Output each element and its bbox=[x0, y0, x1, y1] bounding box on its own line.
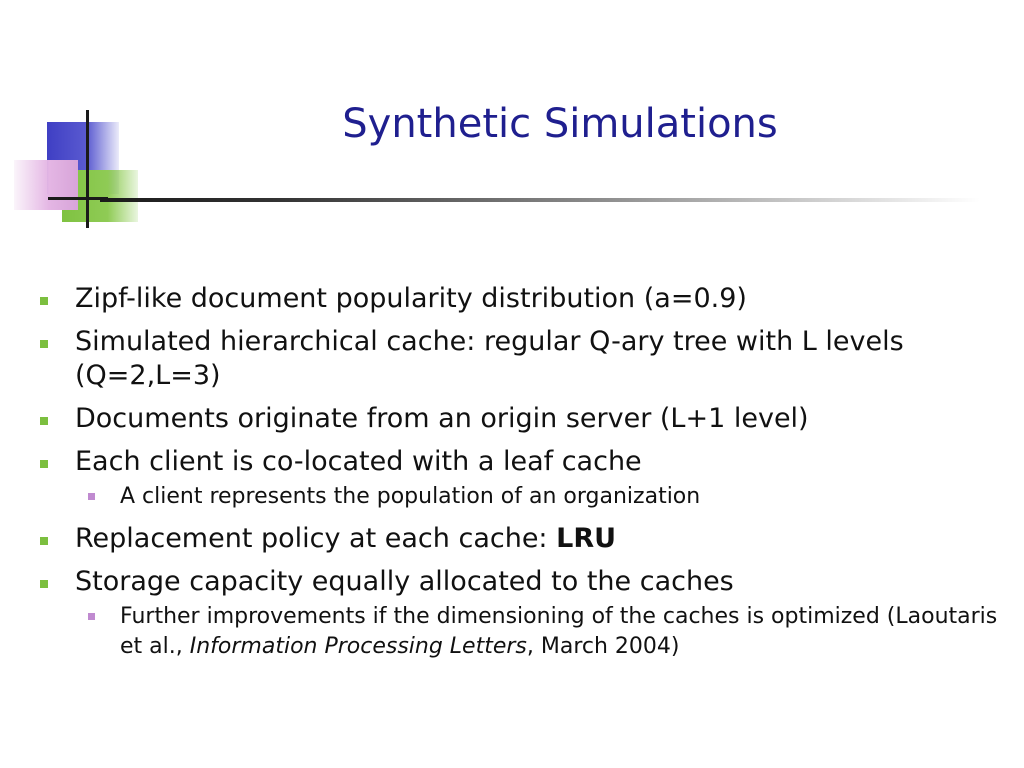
bullet-square-icon bbox=[40, 297, 48, 305]
bullet-square-icon bbox=[40, 417, 48, 425]
sub-bullet-client-population bbox=[38, 482, 1008, 512]
decor-vertical-line bbox=[86, 110, 89, 228]
journal-name: Information Processing Letters bbox=[189, 634, 527, 659]
bullet-text: Each client is co-located with a leaf cache bbox=[75, 446, 642, 477]
sub-bullet-text: Further improvements if the dimensioning of the caches is optimized (Laoutaris et al., bbox=[120, 604, 998, 659]
bullet-replacement-policy bbox=[38, 522, 1008, 556]
bullet-text: Zipf-like document popularity distribution (a=0.9) bbox=[75, 283, 747, 314]
decor-short-line bbox=[48, 197, 108, 200]
decor-pink-square bbox=[14, 160, 78, 210]
bullet-square-icon bbox=[40, 340, 48, 348]
bullet-hierarchical-cache bbox=[38, 325, 1008, 393]
bullet-text: Documents originate from an origin server (L+1 level) bbox=[75, 403, 809, 434]
bullet-text: Replacement policy at each cache: bbox=[75, 523, 557, 554]
slide-title: Synthetic Simulations bbox=[342, 101, 778, 147]
bullet-storage-capacity bbox=[38, 565, 1008, 599]
sub-bullet-further-improvements bbox=[38, 602, 1008, 662]
sub-bullet-square-icon bbox=[88, 493, 95, 500]
bullet-zipf bbox=[38, 282, 1008, 316]
title-underline bbox=[100, 198, 980, 202]
bullet-square-icon bbox=[40, 580, 48, 588]
bullet-client-colocated bbox=[38, 445, 1008, 479]
bullet-text: Storage capacity equally allocated to the caches bbox=[75, 566, 734, 597]
sub-bullet-square-icon bbox=[88, 613, 95, 620]
sub-bullet-text: A client represents the population of an organization bbox=[120, 484, 701, 509]
bullet-square-icon bbox=[40, 537, 48, 545]
lru-label: LRU bbox=[556, 523, 617, 554]
bullet-list bbox=[38, 282, 1008, 672]
bullet-text: Simulated hierarchical cache: regular Q-ary tree with L levels (Q=2,L=3) bbox=[75, 326, 904, 391]
bullet-origin-server bbox=[38, 402, 1008, 436]
sub-bullet-suffix: , March 2004) bbox=[526, 634, 680, 659]
bullet-square-icon bbox=[40, 460, 48, 468]
